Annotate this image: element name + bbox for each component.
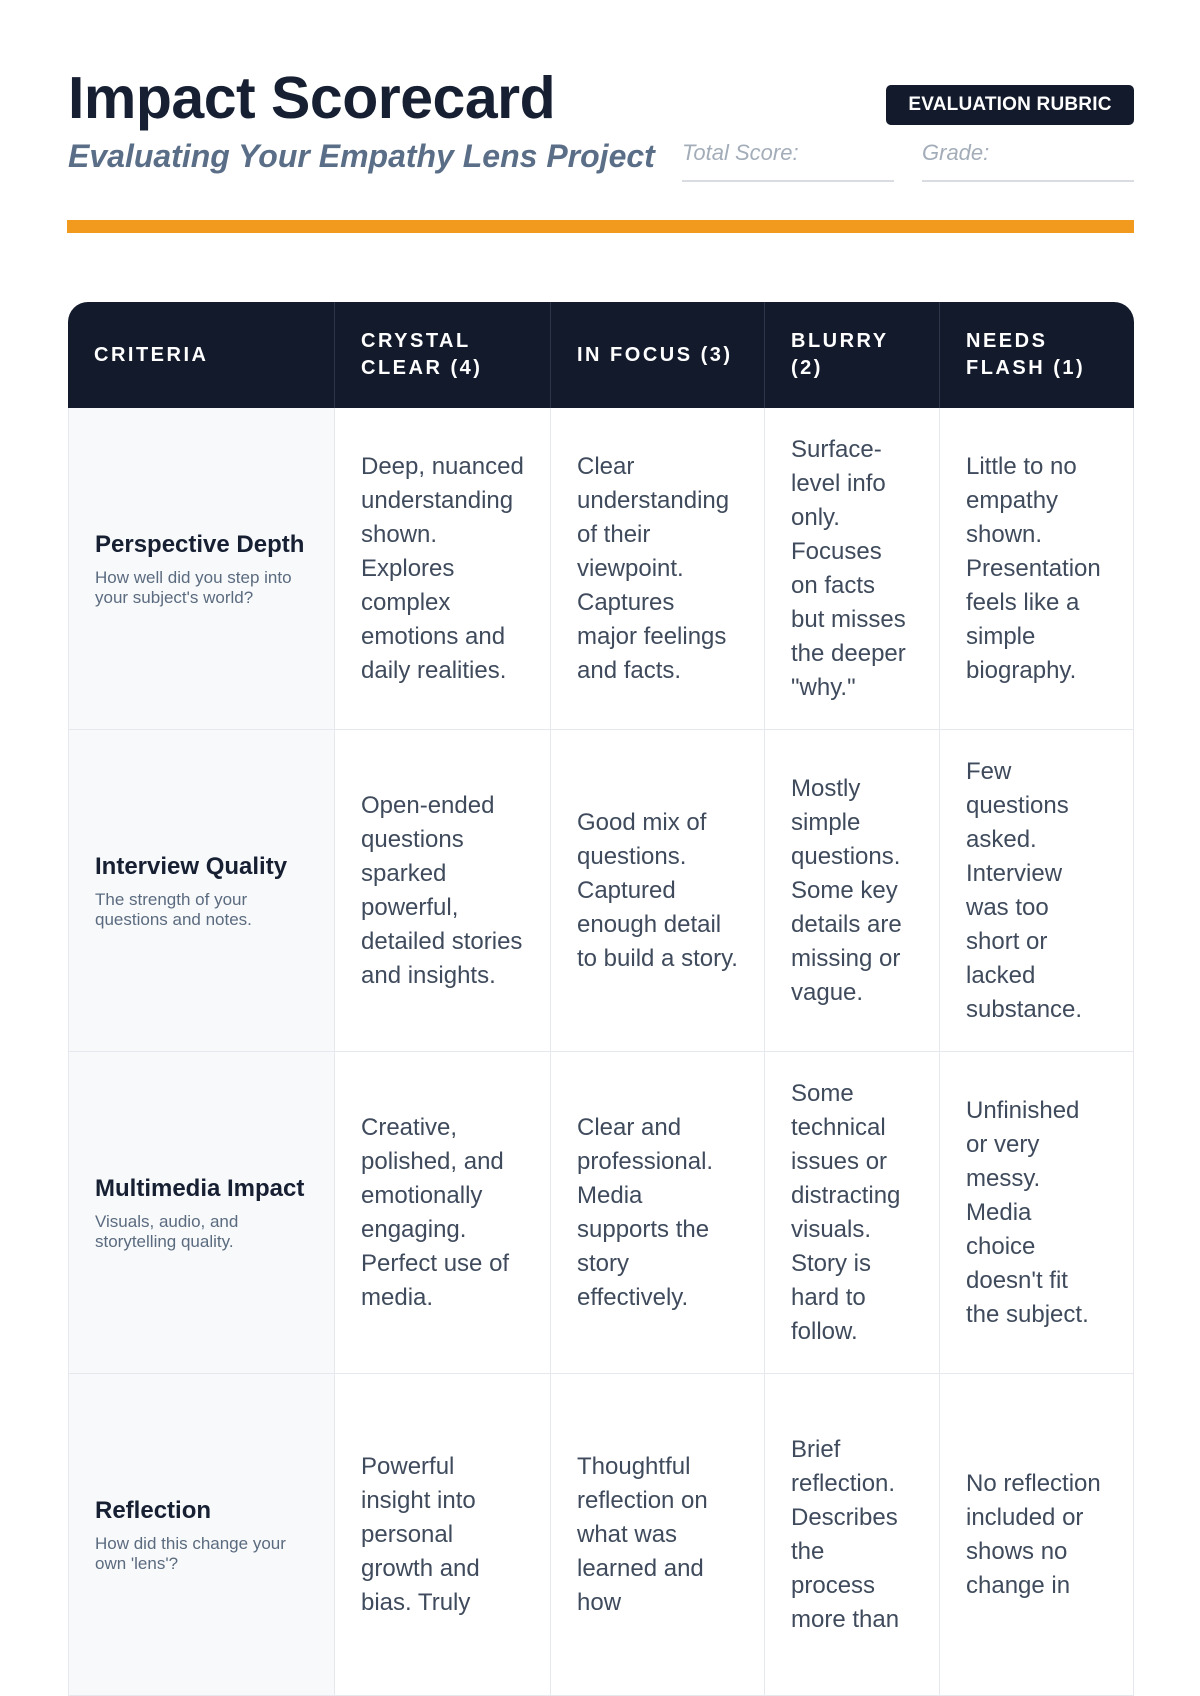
criterion-name: Multimedia Impact: [95, 1174, 305, 1202]
criterion-name: Reflection: [95, 1496, 212, 1524]
rubric-cell: Surface-level info only. Focuses on facts but misses the deeper "why.": [765, 408, 940, 730]
column-header-blurry: BLURRY (2): [765, 302, 940, 408]
criterion-cell: [68, 1374, 335, 1696]
rubric-cell: Creative, polished, and emotionally engaging. Perfect use of media.: [335, 1052, 551, 1374]
evaluation-rubric-badge: EVALUATION RUBRIC: [886, 85, 1134, 125]
table-row: [68, 1374, 1134, 1696]
criterion-description: How well did you step into your subject's world?: [95, 567, 292, 607]
rubric-cell: Few questions asked. Interview was too short or lacked substance.: [940, 730, 1134, 1052]
criterion-cell: [68, 408, 335, 730]
rubric-cell: Deep, nuanced understanding shown. Explores complex emotions and daily realities.: [335, 408, 551, 730]
criterion-cell: [68, 730, 335, 1052]
column-header-crystal-clear: CRYSTAL CLEAR (4): [335, 302, 551, 408]
rubric-header-row: [68, 302, 1134, 408]
page-subtitle: Evaluating Your Empathy Lens Project: [68, 138, 655, 174]
criterion-description: Visuals, audio, and storytelling quality.: [95, 1211, 239, 1251]
column-header-needs-flash: NEEDS FLASH (1): [940, 302, 1134, 408]
total-score-field[interactable]: Total Score:: [682, 140, 894, 182]
criterion-description: The strength of your questions and notes.: [95, 889, 252, 929]
rubric-cell: Thoughtful reflection on what was learned and how: [551, 1374, 765, 1696]
table-row: [68, 730, 1134, 1052]
criterion-description: How did this change your own 'lens'?: [95, 1533, 286, 1573]
rubric-cell: Brief reflection. Describes the process more than: [765, 1374, 940, 1696]
table-row: [68, 1052, 1134, 1374]
criterion-name: Perspective Depth: [95, 530, 305, 558]
rubric-cell: Little to no empathy shown. Presentation feels like a simple biography.: [940, 408, 1134, 730]
accent-divider: [67, 220, 1134, 233]
column-header-criteria: CRITERIA: [68, 302, 335, 408]
rubric-cell: No reflection included or shows no change in: [940, 1374, 1134, 1696]
criterion-name: Interview Quality: [95, 852, 288, 880]
rubric-cell: Clear and professional. Media supports the story effectively.: [551, 1052, 765, 1374]
rubric-cell: Open-ended questions sparked powerful, detailed stories and insights.: [335, 730, 551, 1052]
criterion-cell: [68, 1052, 335, 1374]
column-header-in-focus: IN FOCUS (3): [551, 302, 765, 408]
rubric-cell: Powerful insight into personal growth and bias. Truly: [335, 1374, 551, 1696]
rubric-cell: Unfinished or very messy. Media choice doesn't fit the subject.: [940, 1052, 1134, 1374]
rubric-cell: Good mix of questions. Captured enough detail to build a story.: [551, 730, 765, 1052]
rubric-cell: Some technical issues or distracting visuals. Story is hard to follow.: [765, 1052, 940, 1374]
rubric-table: [68, 302, 1134, 1696]
table-row: [68, 408, 1134, 730]
page-title: Impact Scorecard: [68, 65, 556, 131]
rubric-cell: Clear understanding of their viewpoint. Captures major feelings and facts.: [551, 408, 765, 730]
rubric-cell: Mostly simple questions. Some key details are missing or vague.: [765, 730, 940, 1052]
grade-field[interactable]: Grade:: [922, 140, 1134, 182]
